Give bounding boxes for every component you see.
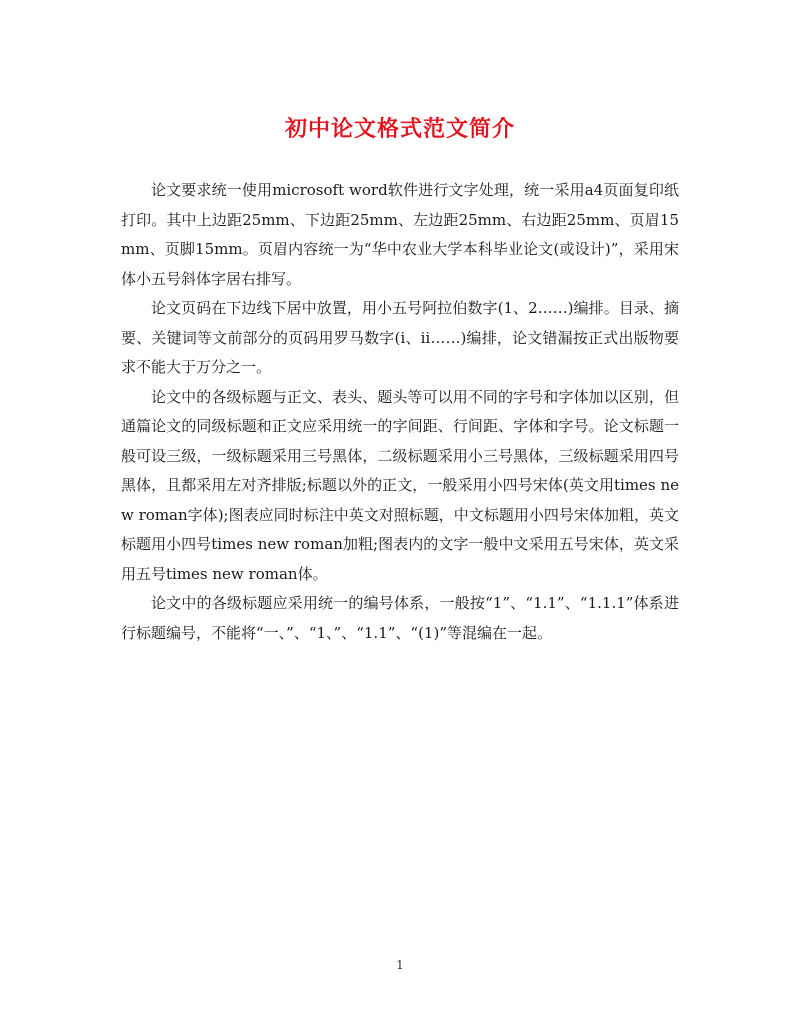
page-number: 1 <box>396 958 404 972</box>
paragraph-4: 论文中的各级标题应采用统一的编号体系，一般按“1”、“1.1”、“1.1.1”体系进行标题编号，不能将“一、”、“1、”、“1.1”、“(1)”等混编在一起。 <box>121 594 679 642</box>
paragraph-3: 论文中的各级标题与正文、表头、题头等可以用不同的字号和字体加以区别，但通篇论文的同级标题和正文应采用统一的字间距、行间距、字体和字号。论文标题一般可设三级，一级标题采用三号黑体，二级标题采用小三号黑体，三级标题采用四号黑体，且都采用左对齐排版;标题以外的正文，一般采用小四号宋体(英文用times new roman字体);图表应同时标注中英文对照标题，中文标题用小四号宋体加粗，英文标题用小四号times new roman加粗;图表内的文字一般中文采用五号宋体，英文采用五号times new roman体。 <box>121 387 679 583</box>
document-body <box>121 176 679 648</box>
paragraph-2: 论文页码在下边线下居中放置，用小五号阿拉伯数字(1、2……)编排。目录、摘要、关键词等文前部分的页码用罗马数字(ⅰ、ⅱ……)编排，论文错漏按正式出版物要求不能大于万分之一。 <box>121 299 679 376</box>
paragraph-1: 论文要求统一使用microsoft word软件进行文字处理，统一采用a4页面复印纸打印。其中上边距25mm、下边距25mm、左边距25mm、右边距25mm、页眉15mm、页脚15mm。页眉内容统一为“华中农业大学本科毕业论文(或设计)”，采用宋体小五号斜体字居右排写。 <box>121 181 679 288</box>
document-title: 初中论文格式范文简介 <box>284 116 515 142</box>
